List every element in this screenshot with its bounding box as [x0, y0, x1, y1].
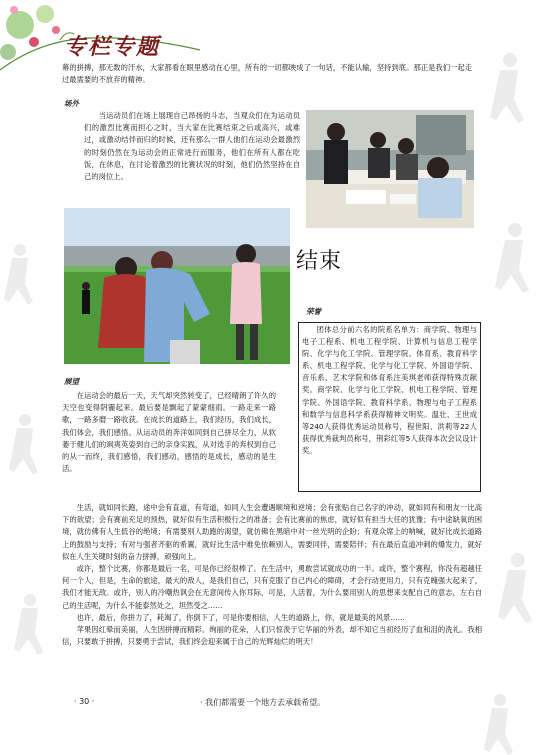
- footer-slogan: · 我们都需要一个地方去承载希望。: [200, 698, 326, 707]
- section-heading-honors: 荣誉: [306, 307, 321, 316]
- section-heading-ending: 结束: [296, 249, 343, 274]
- body-paragraph: 苹果因红晕而美丽，人生因拼搏而精彩。绚丽的花朵，人们只惊羡于它华丽的外表，却不知它当初经历了血和泪的洗礼。我相信，只要敢于拼搏，只要勇于尝试，我们终会迎来属于自己的光辉灿烂的明天！: [62, 625, 482, 647]
- body-paragraph: 也许，最后，你拼力了，耗竭了，你倒下了，可是你要相信，人生的道路上，你，就是最美的风景……: [76, 612, 405, 622]
- photo-track-scene: [64, 208, 290, 364]
- honors-paragraph: 团体总分前六名的院系名单为：商学院、物理与电子工程系、机电工程学院、计算机与信息工程学院、化学与化工学院、管理学院。体育系、教育科学系、机电工程学院、化学与化工学院、外国语学院、音乐系、艺术学院和体育系注美琪老师获得特殊贡献奖。商学院、化学与化工学院、机电工程学院、管理学院、外国语学院、教育科学系、物理与电子工程系和数学与信息科学系获得精神文明奖。温壮、王世成等240人获得优秀运动员称号，程世阳、洪莉等22人获得优秀裁判员称号，荆彩红等5人获得本次会议设计奖。: [302, 325, 477, 455]
- column-title: 专栏专题: [64, 34, 161, 60]
- field-paragraph: 当运动员们在场上展现自己昂扬的斗志，当观众们在为运动员们的激烈比赛而担心之时，当大家在比赛结束之后或高兴，或难过，或激动结伴而归的时候，还有那么一群人他们在运动会最激烈的时刻仍然在为运动会的正常进行而服务，他们在所有人都在吃饭，在休息，在讨论着激烈的比赛状况的时刻，他们仍然坚持在自己的岗位上。: [84, 111, 300, 182]
- section-heading-field: 场外: [64, 99, 79, 108]
- body-paragraph: 生活，就如同长跑，途中会有直道，有弯道，如同人生会遭遇顺境和逆境；会有张贴自己名字的冲动，就如同有和朋友一比高下的欲望；会有赛前充足的预热，就好似有生活积极行之的准备；会有比赛前的焦虑，就好似有担当大任的犹豫；有中途缺氧的困境，就仿佛有人生低谷的绝境；有需要别人助跑的渴望，就仿佛在黑暗中对一丝光明的企盼；有观众席上的呐喊，就好比成长道路上的鼓励与支持；有对与强者齐驱的希翼，就好比生活中难免依赖别人，需要同伴，需要陪伴；有在最后直道冲刺的爆发力，就好似在人生关键时刻的奋力拼搏，顽强向上。: [62, 503, 482, 561]
- body-text: [62, 502, 482, 648]
- intro-paragraph: 幕的拼搏，那无数的汗水，大家都看在眼里感动在心里，所有的一切都映成了一句话，不能认输，坚持到底。那正是我们一起走过最需要的不放弃的精神。: [62, 63, 472, 85]
- section-heading-outlook: 展望: [64, 377, 79, 386]
- body-paragraph: 或许，整个比赛，你都是最后一名，可是你已经很棒了。在生活中，勇敢尝试就成功的一半。或许，整个赛程，你没有超越任何一个人，但是，生命的旅途，最大的敌人，是我们自己，只有克服了自己内心的障碍，才会行动更用力，只有克魄强大起来了，我们才能无敌。或许，别人的冷嘲热讽会在无意间传入你耳际，可是，人活着，为什么要用别人的思想来支配自己的意志，左右自己的生活呢，为什么不能泰然处之，坦然受之……: [62, 564, 482, 610]
- honors-box: [298, 322, 481, 492]
- photo-staff-at-desks: [306, 110, 474, 228]
- outlook-paragraph: 在运动会的最后一天，天气却突然转变了，已经晴朗了许久的天空也变得阴霾起来。最后要是飘起了蒙蒙细雨。一路走来一路歌，一路多磨一路收获。在成长的道路上，我们经历，我们成长，我们体会，我们感悟。从运动员的奔洋如同到自己拼尽全力，从软萎于健儿们的飒爽英姿到自己的亲身实践，从对选手的奔权到自己的从一而终，我们感悟，我们感动，感悟的是成长，感动的是生活。: [62, 391, 276, 474]
- page-number: · 30 ·: [74, 697, 95, 706]
